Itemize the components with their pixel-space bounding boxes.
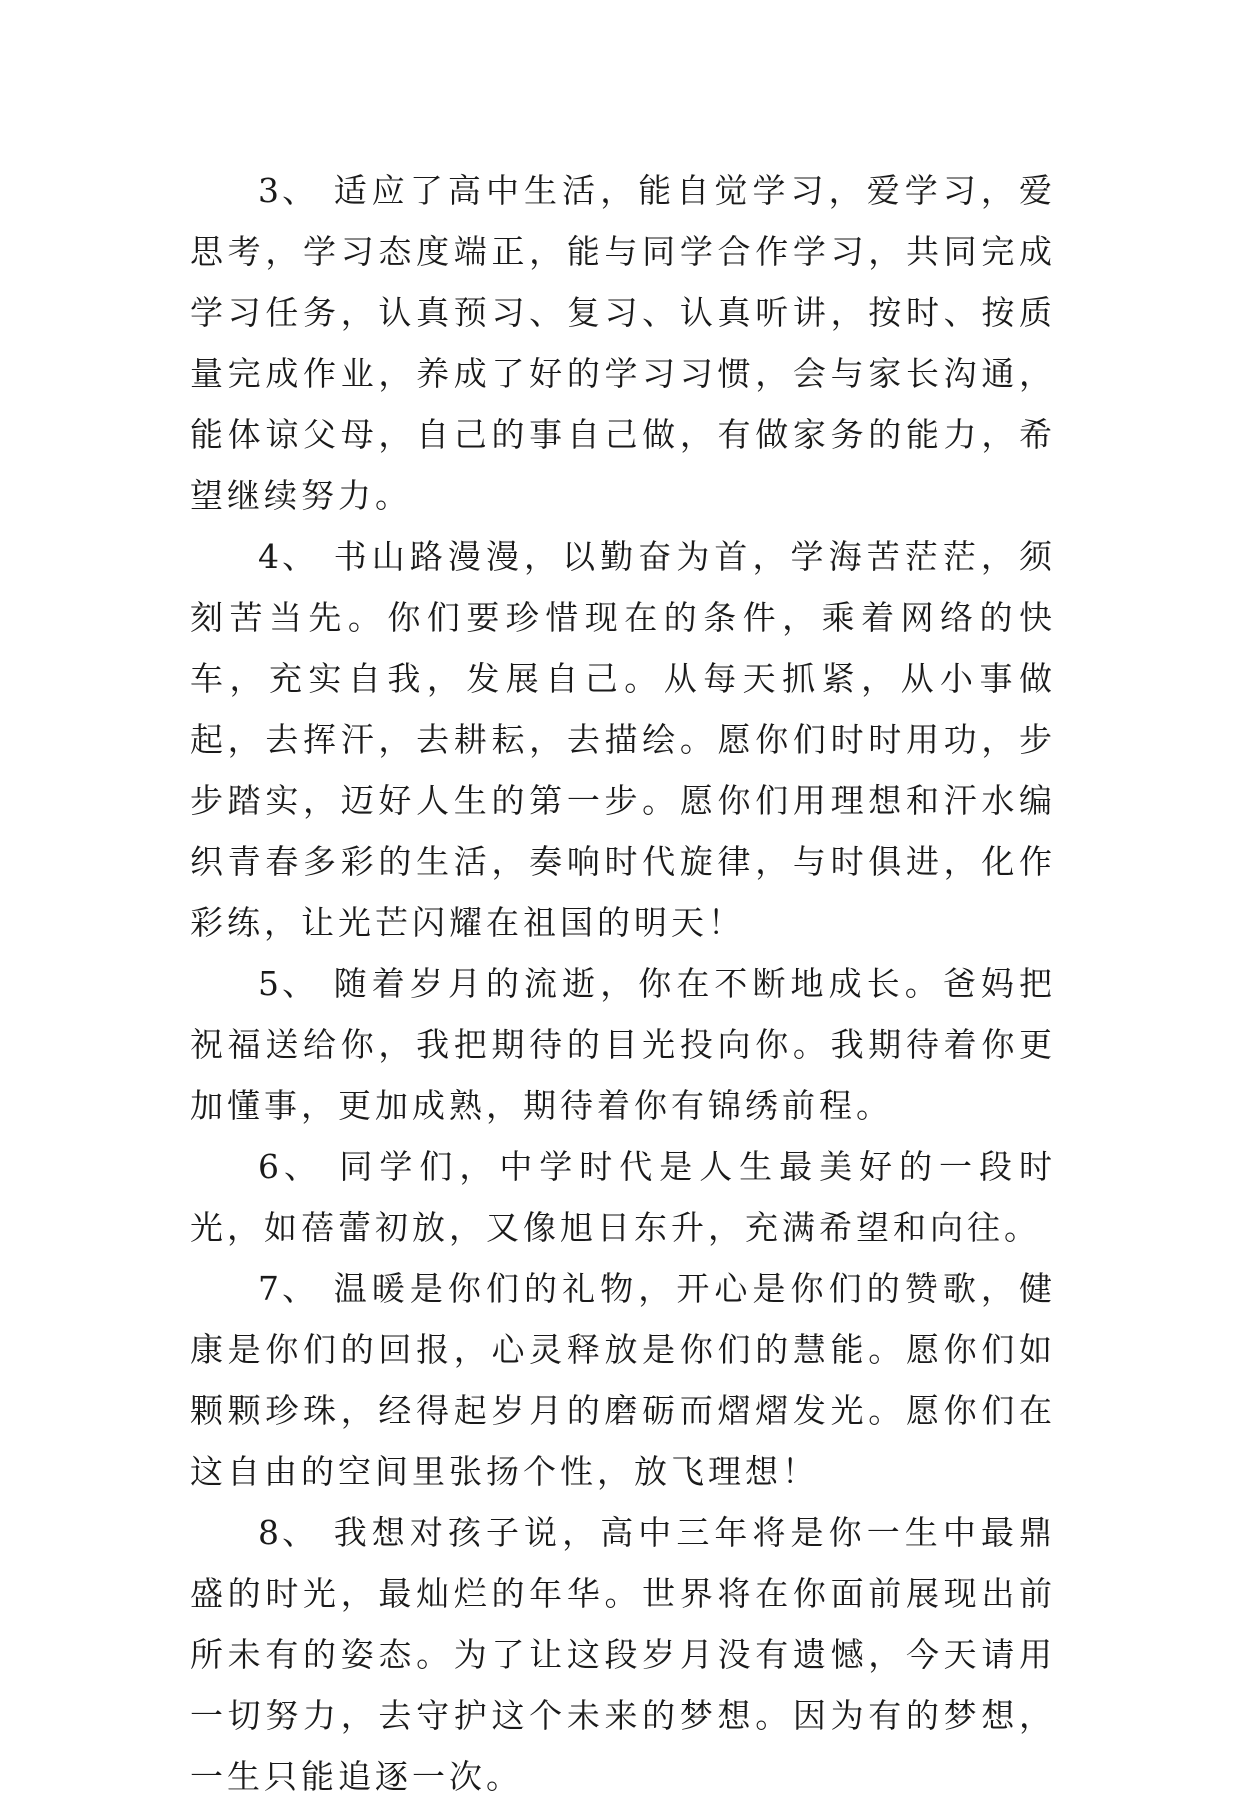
paragraph-text: 书山路漫漫，以勤奋为首，学海苦茫茫，须刻苦当先。你们要珍惜现在的条件，乘着网络的快车，充实自我，发展自己。从每天抓紧，从小事做起，去挥汗，去耕耘，去描绘。愿你们时时用功，步步踏实，迈好人生的第一步。愿你们用理想和汗水编织青春多彩的生活，奏响时代旋律，与时俱进，化作彩练，让光芒闪耀在祖国的明天！ (190, 537, 1056, 942)
paragraph-text: 温暖是你们的礼物，开心是你们的赞歌，健康是你们的回报，心灵释放是你们的慧能。愿你们如颗颗珍珠，经得起岁月的磨砺而熠熠发光。愿你们在这自由的空间里张扬个性，放飞理想！ (190, 1269, 1056, 1491)
paragraph-4 (190, 526, 1056, 953)
paragraph-number: 7、 (258, 1269, 319, 1308)
paragraph-text: 随着岁月的流逝，你在不断地成长。爸妈把祝福送给你，我把期待的目光投向你。我期待着你更加懂事，更加成熟，期待着你有锦绣前程。 (190, 964, 1056, 1125)
paragraph-6 (190, 1136, 1056, 1258)
paragraph-number: 6、 (258, 1147, 322, 1186)
paragraph-7 (190, 1258, 1056, 1502)
paragraph-number: 5、 (258, 964, 319, 1003)
paragraph-number: 8、 (258, 1513, 319, 1552)
paragraph-3 (190, 160, 1056, 526)
paragraph-5 (190, 953, 1056, 1136)
paragraph-8 (190, 1502, 1056, 1807)
paragraph-number: 3、 (258, 171, 319, 210)
paragraph-text: 适应了高中生活，能自觉学习，爱学习，爱思考，学习态度端正，能与同学合作学习，共同完成学习任务，认真预习、复习、认真听讲，按时、按质量完成作业，养成了好的学习习惯，会与家长沟通，能体谅父母，自己的事自己做，有做家务的能力，希望继续努力。 (190, 171, 1056, 515)
paragraph-number: 4、 (258, 537, 319, 576)
paragraph-text: 同学们，中学时代是人生最美好的一段时光，如蓓蕾初放，又像旭日东升，充满希望和向往。 (190, 1147, 1056, 1247)
paragraph-text: 我想对孩子说，高中三年将是你一生中最鼎盛的时光，最灿烂的年华。世界将在你面前展现出前所未有的姿态。为了让这段岁月没有遗憾，今天请用一切努力，去守护这个未来的梦想。因为有的梦想，一生只能追逐一次。 (190, 1513, 1056, 1796)
document-body (190, 160, 1056, 1807)
